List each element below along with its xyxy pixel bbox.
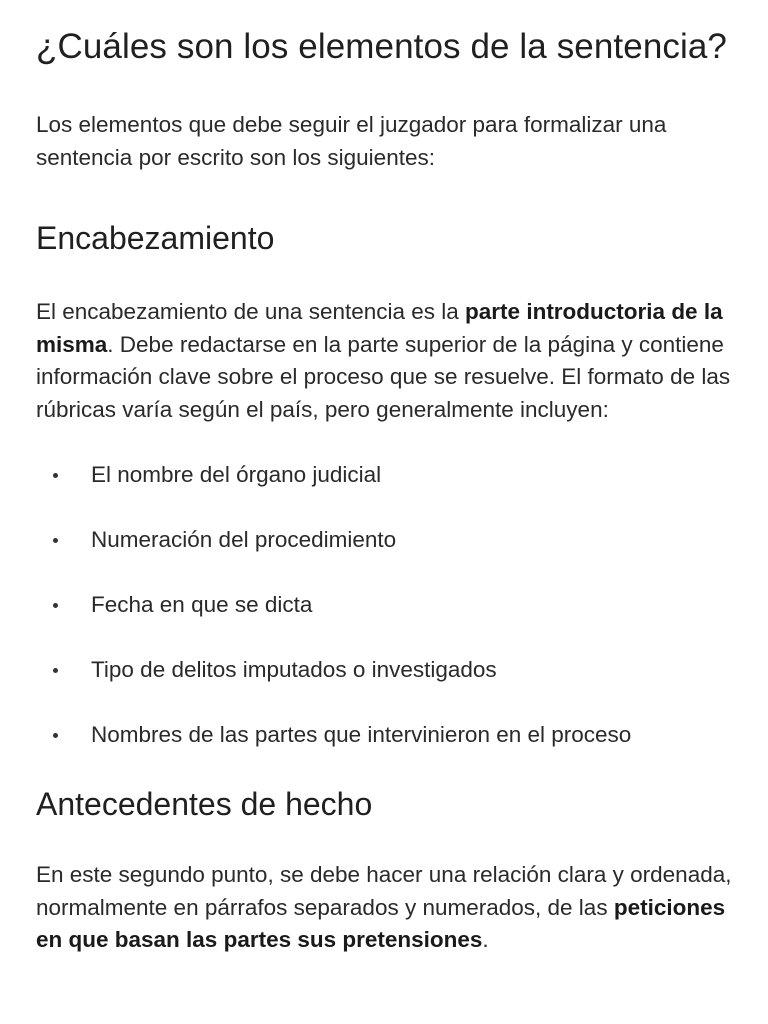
list-item-text: Fecha en que se dicta	[91, 592, 313, 617]
paragraph-text: El encabezamiento de una sentencia es la	[36, 299, 466, 324]
bullet-icon	[53, 668, 58, 673]
bullet-icon	[53, 473, 58, 478]
bold-text: parte introductoria de la misma	[36, 299, 723, 357]
section-heading-antecedentes: Antecedentes de hecho	[36, 786, 373, 822]
section-heading-encabezamiento: Encabezamiento	[36, 220, 275, 256]
list-item-text: El nombre del órgano judicial	[91, 462, 382, 487]
paragraph-text: .	[482, 927, 489, 952]
list-item	[36, 654, 732, 686]
bullet-icon	[53, 538, 58, 543]
bullet-list	[36, 459, 732, 751]
bullet-icon	[53, 603, 58, 608]
list-item-text: Numeración del procedimiento	[91, 527, 397, 552]
list-item-text: Tipo de delitos imputados o investigados	[91, 657, 497, 682]
list-item	[36, 524, 732, 556]
paragraph-text: . Debe redactarse en la parte superior de la página y contiene información clave sobre el proceso que se resuelve. El formato de las rúbricas varía según el país, pero generalmente incluyen:	[36, 331, 731, 422]
encabezamiento-paragraph	[36, 296, 732, 426]
antecedentes-paragraph	[36, 859, 732, 957]
paragraph-text: En este segundo punto, se debe hacer una relación clara y ordenada, normalmente en párrafos separados y numerados, de las	[36, 862, 732, 920]
list-item	[36, 459, 732, 491]
bullet-icon	[53, 733, 58, 738]
list-item	[36, 719, 732, 751]
intro-paragraph: Los elementos que debe seguir el juzgador para formalizar una sentencia por escrito son los siguientes:	[36, 112, 667, 170]
bold-text: peticiones en que basan las partes sus pretensiones	[36, 894, 726, 952]
article-title: ¿Cuáles son los elementos de la sentencia?	[36, 27, 727, 66]
list-item	[36, 589, 732, 621]
list-item-text: Nombres de las partes que intervinieron en el proceso	[91, 722, 632, 747]
